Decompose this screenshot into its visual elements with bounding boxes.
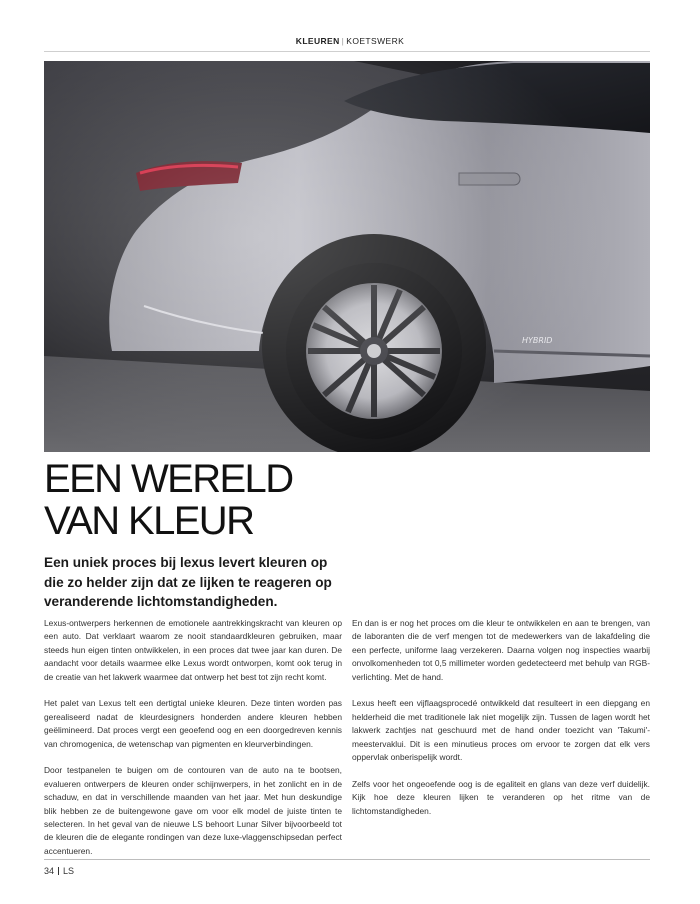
body-paragraph: Lexus-ontwerpers herkennen de emotionele aantrekkingskracht van kleuren op een auto. Dat verklaart waarom ze nooit standaardkleuren gebruiken, maar steeds hun eigen tinten ontwikkelen, in een proces dat twee jaar kan duren. De aandacht voor details waarmee elke Lexus wordt ontworpen, komt ook terug in de creatie van het lakwerk waarmee dat ontwerp het best tot zijn recht komt. — [44, 618, 342, 682]
body-paragraph: En dan is er nog het proces om die kleur te ontwikkelen en aan te brengen, van de laboranten die de verf mengen tot de medewerkers van de lakafdeling die een perfecte, uniforme laag verzekeren. Daarna volgen nog inspecties waarbij onvolkomenheden tot 0,5 millimeter worden gedetecteerd met behulp van RGB-verlichting. Met de hand. — [352, 618, 650, 682]
model-name: LS — [63, 866, 75, 876]
section-separator: | — [341, 36, 345, 46]
section-active: KLEUREN — [295, 36, 340, 46]
bottom-rule — [44, 859, 650, 860]
body-paragraph: Door testpanelen te buigen om de contouren van de auto na te bootsen, evalueren ontwerpers de kleuren onder schijnwerpers, in het zonlicht en in de schaduw, en dat in verschillende maanden van het jaar. Met hun deskundige blik hebben ze de buitengewone gave om voor elk model de juiste tinten te selecteren. In het geval van de nieuwe LS behoort Lunar Silver bijvoorbeeld tot de kleuren die de elegante rondingen van deze luxe-vlaggenschipsedan perfect accentueren. — [44, 765, 342, 856]
footer-separator — [58, 867, 59, 875]
body-paragraph: Het palet van Lexus telt een dertigtal unieke kleuren. Deze tinten worden pas gerealiseerd nadat de kleurdesigners honderden andere kleuren hebben geëlimineerd. Dat proces vergt een geoefend oog en een doorgedreven kennis van chromogenica, de wetenschap van pigmenten en kleurverbindingen. — [44, 698, 342, 749]
section-other: KOETSWERK — [346, 36, 405, 46]
title-line-1: EEN WERELD — [44, 457, 293, 501]
page-footer — [44, 866, 74, 876]
top-rule — [44, 51, 650, 52]
page-number: 34 — [44, 866, 55, 876]
body-paragraph: Zelfs voor het ongeoefende oog is de egaliteit en glans van deze verf duidelijk. Kijk hoe deze kleuren lijken te veranderen op het ritme van de lichtomstandigheden. — [352, 778, 650, 816]
lead-paragraph: Een uniek proces bij lexus levert kleuren op die zo helder zijn dat ze lijken te reageren op veranderende lichtomstandigheden. — [44, 555, 332, 609]
section-header — [0, 36, 700, 46]
title-line-2: VAN KLEUR — [44, 499, 254, 543]
page-title — [44, 458, 293, 542]
left-column — [44, 617, 342, 872]
right-column — [352, 617, 650, 831]
body-paragraph: Lexus heeft een vijflaagsprocedé ontwikkeld dat resulteert in een diepgang en helderheid die met traditionele lak niet mogelijk zijn. Tussen de lagen wordt het lakwerk zachtjes nat geschuurd met de hand onder toezicht van 'Takumi'-meestervaklui. Dit is een minutieus proces om ervoor te zorgen dat elk vers oppervlak onberispelijk wordt. — [352, 698, 650, 763]
hero-photo — [44, 61, 650, 452]
